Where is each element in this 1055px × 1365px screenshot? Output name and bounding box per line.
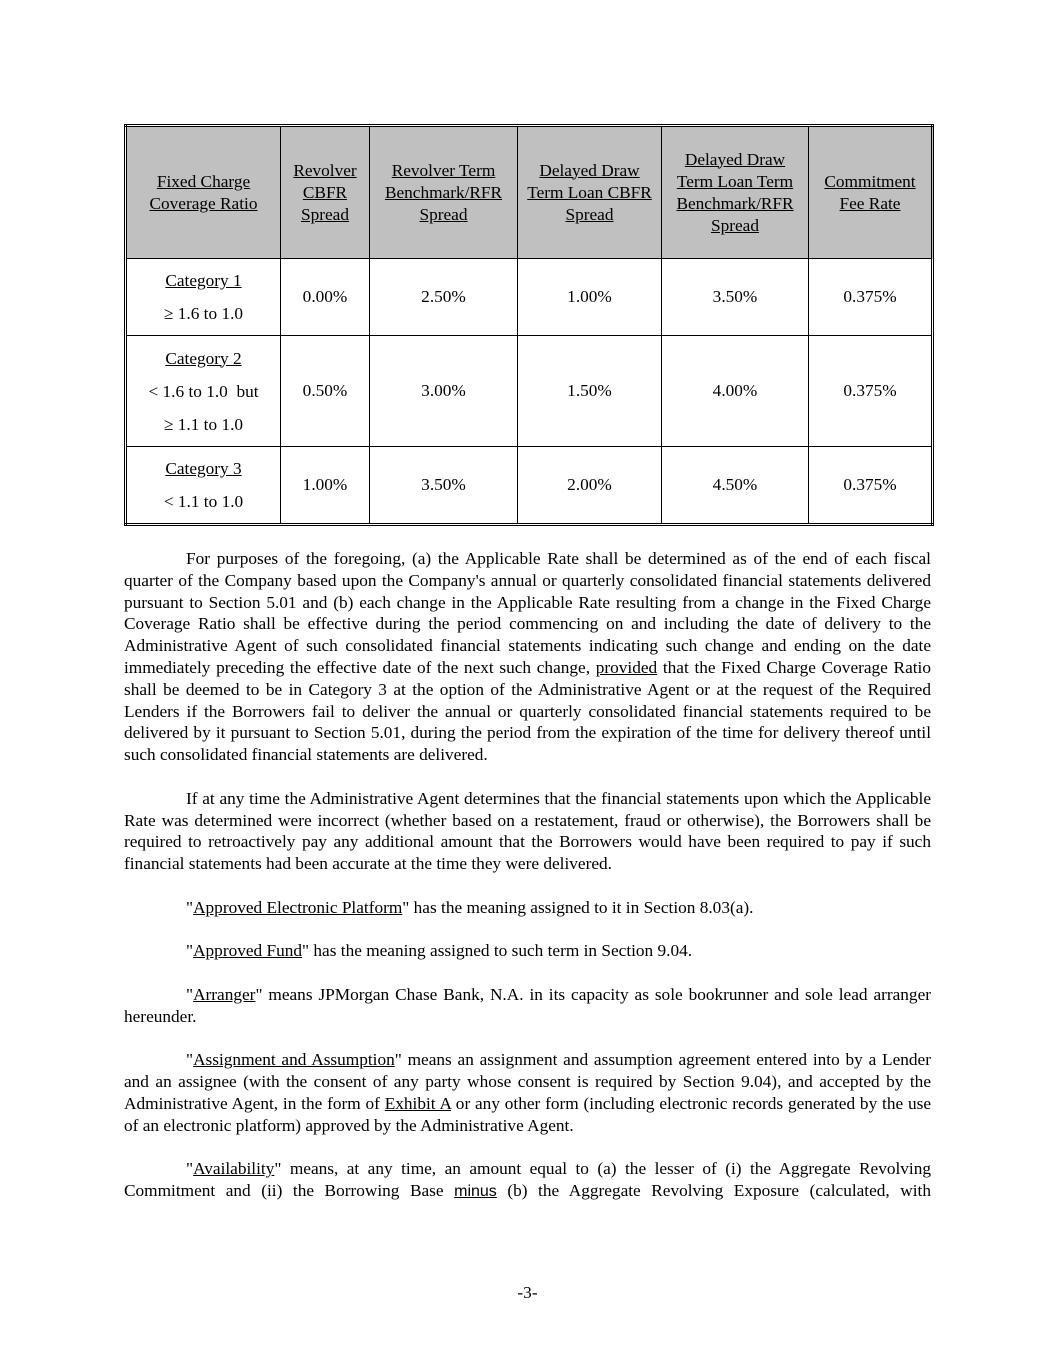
table-cell: 3.50%	[370, 447, 518, 525]
paragraph-incorrect-statements: If at any time the Administrative Agent determines that the financial statements upon which the Applicable Rate was determined were incorrect (whether based on a restatement, fraud or otherwise), the Borrowers shall be required to retroactively pay any additional amount that the Borrowers would have been required to pay if such financial statements had been accurate at the time they were delivered.	[124, 788, 931, 874]
category-cell: Category 2 < 1.6 to 1.0 but ≥ 1.1 to 1.0	[126, 336, 281, 447]
column-header: Revolver CBFR Spread	[281, 126, 370, 259]
column-header: Delayed Draw Term Loan CBFR Spread	[518, 126, 662, 259]
table-cell: 2.00%	[518, 447, 662, 525]
definition-availability: "Availability" means, at any time, an amount equal to (a) the lesser of (i) the Aggregate Revolving Commitment and (ii) the Borrowing Base minus (b) the Aggregate Revolving Exposure (calculated, with	[124, 1159, 932, 1201]
column-header: Revolver Term Benchmark/RFR Spread	[370, 126, 518, 259]
defined-term: Assignment and Assumption	[193, 1050, 395, 1070]
definition-approved-electronic-platform: "Approved Electronic Platform" has the meaning assigned to it in Section 8.03(a).	[186, 897, 754, 917]
table-cell: 4.00%	[662, 336, 809, 447]
table-cell: 0.375%	[809, 259, 933, 336]
exhibit-reference: Exhibit A	[384, 1093, 451, 1113]
definition-approved-fund: "Approved Fund" has the meaning assigned to such term in Section 9.04.	[186, 941, 693, 961]
table-cell: 0.50%	[281, 336, 370, 447]
category-cell: Category 1 ≥ 1.6 to 1.0	[126, 259, 281, 336]
table-cell: 4.50%	[662, 447, 809, 525]
table-cell: 1.00%	[518, 259, 662, 336]
table-cell: 0.00%	[281, 259, 370, 336]
minus-term: minus	[454, 1183, 497, 1201]
defined-term: Arranger	[193, 984, 256, 1004]
column-header: Fixed Charge Coverage Ratio	[126, 126, 281, 259]
table-row	[126, 259, 933, 336]
defined-term: Approved Electronic Platform	[193, 897, 403, 917]
provided-term: provided	[595, 657, 658, 677]
table-cell: 1.50%	[518, 336, 662, 447]
definition-assignment-and-assumption: "Assignment and Assumption" means an assignment and assumption agreement entered into by a Lender and an assignee (with the consent of any party whose consent is required by Section 9.04), and accepted by the Administrative Agent, in the form of Exhibit A or any other form (including electronic records generated by the use of an electronic platform) approved by the Administrative Agent.	[124, 1050, 931, 1135]
paragraph-applicable-rate-determination: For purposes of the foregoing, (a) the Applicable Rate shall be determined as of the end of each fiscal quarter of the Company based upon the Company's annual or quarterly consolidated financial statements delivered pursuant to Section 5.01 and (b) each change in the Applicable Rate resulting from a change in the Fixed Charge Coverage Ratio shall be effective during the period commencing on and including the date of delivery to the Administrative Agent of such consolidated financial statements indicating such change and ending on the date immediately preceding the effective date of the next such change, provided that the Fixed Charge Coverage Ratio shall be deemed to be in Category 3 at the option of the Administrative Agent or at the request of the Required Lenders if the Borrowers fail to deliver the annual or quarterly consolidated financial statements required to be delivered by it pursuant to Section 5.01, during the period from the expiration of the time for delivery thereof until such consolidated financial statements are delivered.	[124, 549, 931, 765]
defined-term: Approved Fund	[193, 941, 303, 961]
table-cell: 3.00%	[370, 336, 518, 447]
defined-term: Availability	[193, 1159, 275, 1179]
applicable-rate-table	[124, 124, 934, 526]
table-cell: 0.375%	[809, 336, 933, 447]
table-header-row	[126, 126, 933, 259]
definition-arranger: "Arranger" means JPMorgan Chase Bank, N.A. in its capacity as sole bookrunner and sole lead arranger hereunder.	[124, 984, 931, 1026]
table-cell: 2.50%	[370, 259, 518, 336]
table-cell: 0.375%	[809, 447, 933, 525]
table-row	[126, 336, 933, 447]
column-header: Delayed Draw Term Loan Term Benchmark/RFR Spread	[662, 126, 809, 259]
document-page	[124, 124, 931, 1225]
table-cell: 1.00%	[281, 447, 370, 525]
table-cell: 3.50%	[662, 259, 809, 336]
column-header: Commitment Fee Rate	[809, 126, 933, 259]
page-number: -3-	[517, 1283, 538, 1302]
category-cell: Category 3 < 1.1 to 1.0	[126, 447, 281, 525]
table-row	[126, 447, 933, 525]
